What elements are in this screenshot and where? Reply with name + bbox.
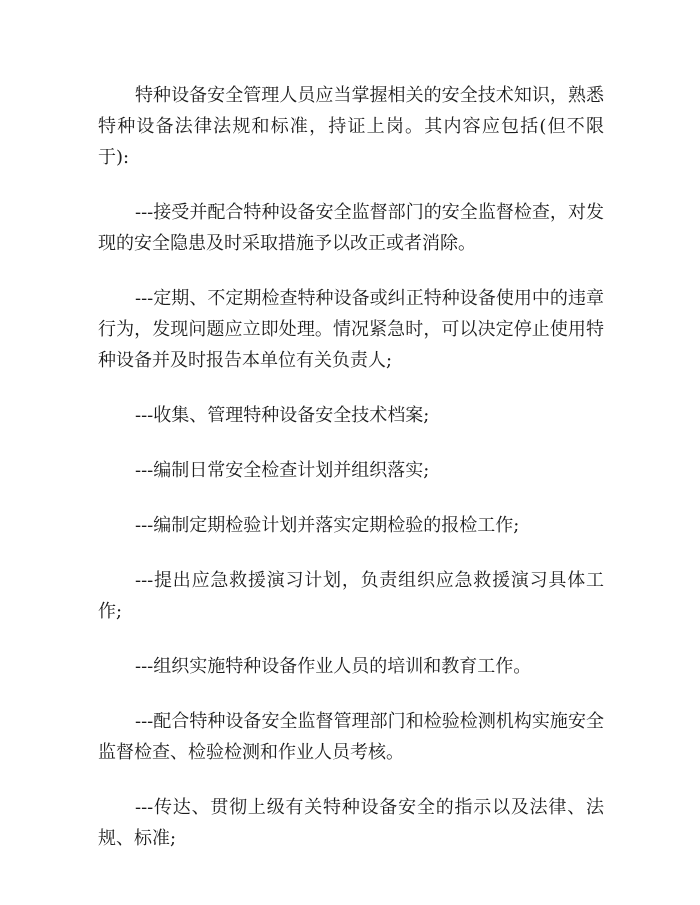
duty-item: ---编制定期检验计划并落实定期检验的报检工作; bbox=[135, 515, 520, 536]
document-body bbox=[98, 80, 604, 878]
duty-item: ---收集、管理特种设备安全技术档案; bbox=[135, 405, 430, 426]
duty-item: ---传达、贯彻上级有关特种设备安全的指示以及法律、法规、标准; bbox=[98, 797, 604, 849]
duty-item: ---编制日常安全检查计划并组织落实; bbox=[135, 460, 430, 481]
duty-item: ---配合特种设备安全监督管理部门和检验检测机构实施安全监督检查、检验检测和作业人员考核。 bbox=[98, 711, 604, 763]
duty-item: ---组织实施特种设备作业人员的培训和教育工作。 bbox=[135, 656, 532, 677]
duty-item: ---定期、不定期检查特种设备或纠正特种设备使用中的违章行为，发现问题应立即处理。情况紧急时，可以决定停止使用特种设备并及时报告本单位有关负责人; bbox=[98, 288, 604, 371]
duty-item: ---接受并配合特种设备安全监督部门的安全监督检查，对发现的安全隐患及时采取措施予以改正或者消除。 bbox=[98, 202, 604, 254]
duty-item: ---提出应急救援演习计划，负责组织应急救援演习具体工作; bbox=[98, 570, 604, 622]
intro-paragraph: 特种设备安全管理人员应当掌握相关的安全技术知识，熟悉特种设备法律法规和标准，持证上岗。其内容应包括(但不限于): bbox=[98, 85, 604, 168]
